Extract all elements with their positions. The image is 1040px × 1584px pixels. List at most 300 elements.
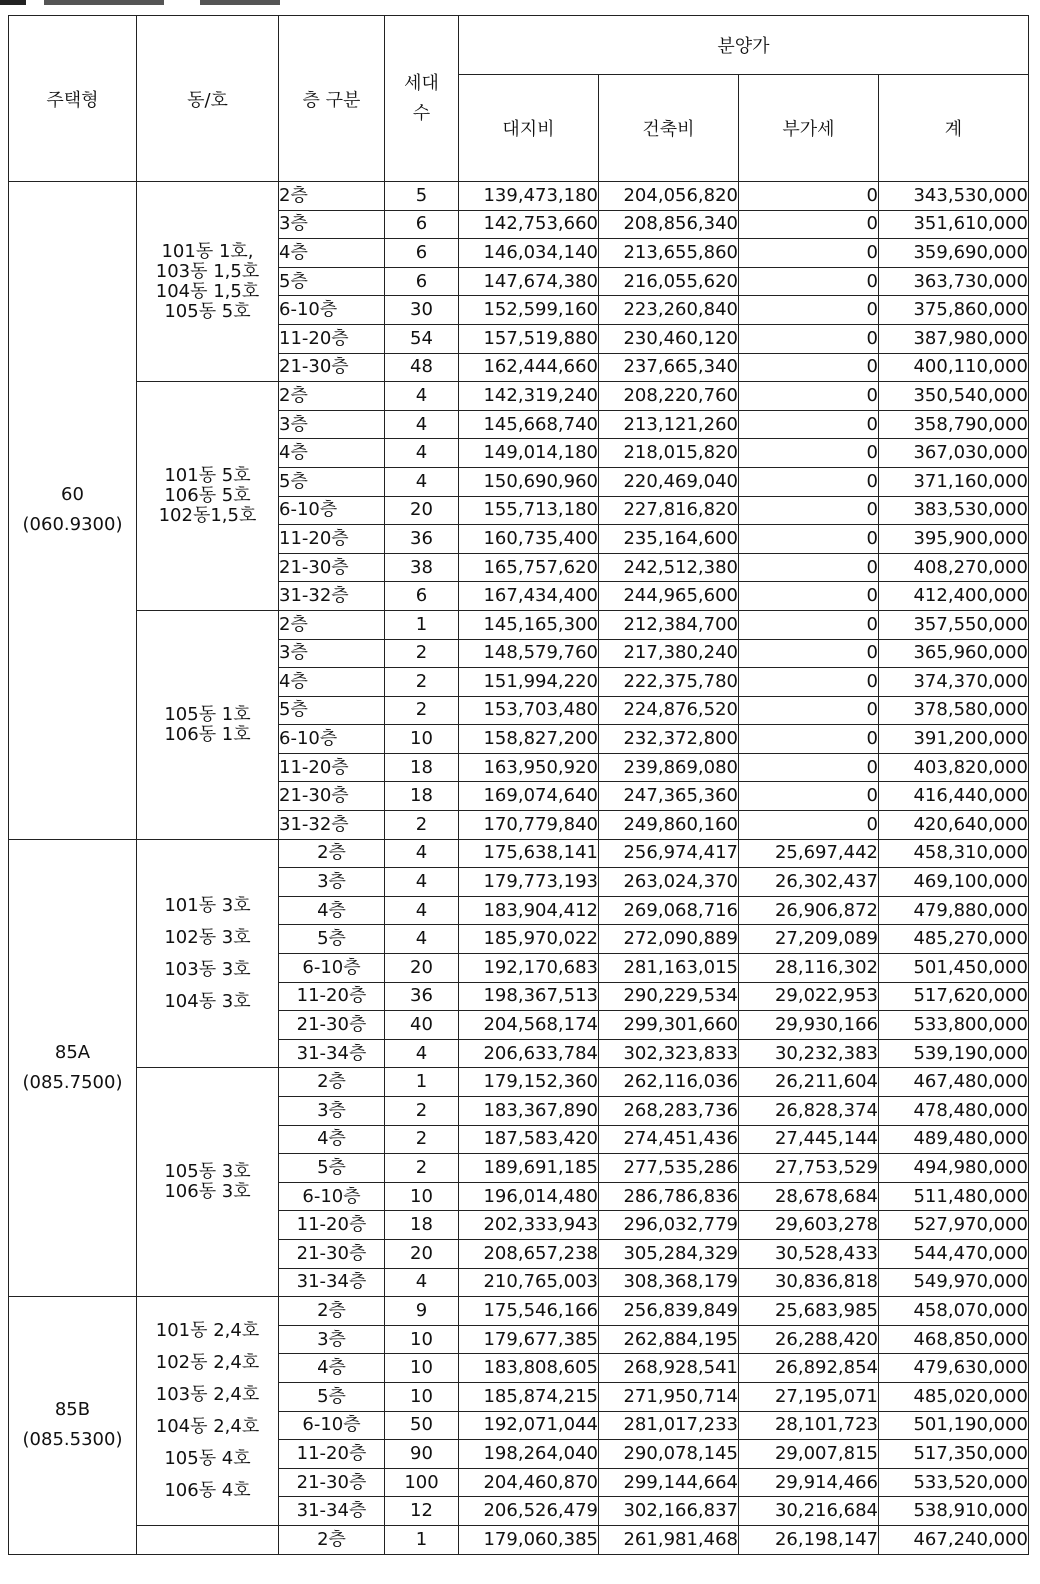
land-cost-cell: 146,034,140: [459, 239, 599, 268]
total-price-cell: 391,200,000: [879, 725, 1029, 754]
vat-cell: 0: [739, 267, 879, 296]
land-cost-cell: 145,165,300: [459, 610, 599, 639]
vat-cell: 26,828,374: [739, 1097, 879, 1126]
floor-cell: 21-30층: [279, 1239, 385, 1268]
floor-cell: 4층: [279, 1125, 385, 1154]
vat-cell: 29,914,466: [739, 1468, 879, 1497]
units-cell: 1: [385, 610, 459, 639]
floor-cell: 21-30층: [279, 1468, 385, 1497]
floor-cell: 11-20층: [279, 525, 385, 554]
construction-cost-cell: 237,665,340: [599, 353, 739, 382]
floor-cell: 2층: [279, 1297, 385, 1326]
floor-cell: 2층: [279, 1068, 385, 1097]
units-cell: 10: [385, 725, 459, 754]
construction-cost-cell: 230,460,120: [599, 324, 739, 353]
total-price-cell: 357,550,000: [879, 610, 1029, 639]
land-cost-cell: 183,808,605: [459, 1354, 599, 1383]
vat-cell: 30,216,684: [739, 1497, 879, 1526]
units-cell: 2: [385, 1097, 459, 1126]
total-price-cell: 458,310,000: [879, 839, 1029, 868]
construction-cost-cell: 281,017,233: [599, 1411, 739, 1440]
header-units: [385, 16, 459, 182]
total-price-cell: 371,160,000: [879, 467, 1029, 496]
construction-cost-cell: 244,965,600: [599, 582, 739, 611]
header-units-line2: 수: [412, 102, 431, 124]
units-cell: 40: [385, 1011, 459, 1040]
units-cell: 2: [385, 1125, 459, 1154]
vat-cell: 0: [739, 525, 879, 554]
total-price-cell: 538,910,000: [879, 1497, 1029, 1526]
land-cost-cell: 169,074,640: [459, 782, 599, 811]
floor-cell: 31-32층: [279, 811, 385, 840]
vat-cell: 28,678,684: [739, 1182, 879, 1211]
total-price-cell: 395,900,000: [879, 525, 1029, 554]
units-cell: 2: [385, 668, 459, 697]
vat-cell: 29,022,953: [739, 982, 879, 1011]
vat-cell: 30,836,818: [739, 1268, 879, 1297]
units-cell: 4: [385, 1268, 459, 1297]
header-vat: 부가세: [739, 75, 879, 182]
total-price-cell: 359,690,000: [879, 239, 1029, 268]
units-cell: 4: [385, 382, 459, 411]
floor-cell: 5층: [279, 1154, 385, 1183]
land-cost-cell: 170,779,840: [459, 811, 599, 840]
dong-ho-line: 101동 5호: [164, 465, 251, 487]
construction-cost-cell: 269,068,716: [599, 896, 739, 925]
dong-ho-line: 106동 4호: [164, 1480, 251, 1502]
construction-cost-cell: 208,220,760: [599, 382, 739, 411]
total-price-cell: 501,450,000: [879, 954, 1029, 983]
land-cost-cell: 206,526,479: [459, 1497, 599, 1526]
land-cost-cell: 198,264,040: [459, 1440, 599, 1469]
header-housing-type: 주택형: [9, 16, 137, 182]
land-cost-cell: 149,014,180: [459, 439, 599, 468]
land-cost-cell: 167,434,400: [459, 582, 599, 611]
land-cost-cell: 206,633,784: [459, 1039, 599, 1068]
vat-cell: 26,288,420: [739, 1325, 879, 1354]
units-cell: 18: [385, 753, 459, 782]
units-cell: 90: [385, 1440, 459, 1469]
price-table-body: [9, 182, 1029, 1555]
dong-ho-line: 103동 1,5호: [155, 260, 260, 282]
floor-cell: 3층: [279, 868, 385, 897]
total-price-cell: 485,270,000: [879, 925, 1029, 954]
dong-ho-cell: [137, 1068, 279, 1297]
vat-cell: 0: [739, 582, 879, 611]
table-row: [9, 182, 1029, 211]
land-cost-cell: 185,970,022: [459, 925, 599, 954]
land-cost-cell: 151,994,220: [459, 668, 599, 697]
land-cost-cell: 189,691,185: [459, 1154, 599, 1183]
total-price-cell: 467,240,000: [879, 1525, 1029, 1554]
construction-cost-cell: 222,375,780: [599, 668, 739, 697]
construction-cost-cell: 271,950,714: [599, 1382, 739, 1411]
floor-cell: 11-20층: [279, 1211, 385, 1240]
construction-cost-cell: 302,323,833: [599, 1039, 739, 1068]
floor-cell: 6-10층: [279, 296, 385, 325]
vat-cell: 30,528,433: [739, 1239, 879, 1268]
housing-type-code: (060.9300): [22, 514, 123, 536]
dong-ho-line: 105동 3호: [164, 1161, 251, 1183]
header-sale-price: 분양가: [459, 16, 1029, 75]
units-cell: 50: [385, 1411, 459, 1440]
dong-ho-cell: [137, 610, 279, 839]
units-cell: 36: [385, 982, 459, 1011]
land-cost-cell: 162,444,660: [459, 353, 599, 382]
floor-cell: 3층: [279, 210, 385, 239]
units-cell: 10: [385, 1182, 459, 1211]
floor-cell: 11-20층: [279, 753, 385, 782]
dong-ho-line: 102동 2,4호: [155, 1352, 260, 1374]
floor-cell: 4층: [279, 668, 385, 697]
vat-cell: 0: [739, 753, 879, 782]
total-price-cell: 350,540,000: [879, 382, 1029, 411]
vat-cell: 0: [739, 296, 879, 325]
land-cost-cell: 204,460,870: [459, 1468, 599, 1497]
dong-ho-cell: [137, 1297, 279, 1526]
total-price-cell: 468,850,000: [879, 1325, 1029, 1354]
construction-cost-cell: 263,024,370: [599, 868, 739, 897]
vat-cell: 27,195,071: [739, 1382, 879, 1411]
floor-cell: 5층: [279, 696, 385, 725]
header-total: 계: [879, 75, 1029, 182]
construction-cost-cell: 242,512,380: [599, 553, 739, 582]
dong-ho-line: 103동 3호: [164, 958, 251, 980]
units-cell: 6: [385, 210, 459, 239]
total-price-cell: 544,470,000: [879, 1239, 1029, 1268]
construction-cost-cell: 217,380,240: [599, 639, 739, 668]
total-price-cell: 517,350,000: [879, 1440, 1029, 1469]
floor-cell: 3층: [279, 1325, 385, 1354]
construction-cost-cell: 247,365,360: [599, 782, 739, 811]
total-price-cell: 365,960,000: [879, 639, 1029, 668]
cropped-caption-fragment: [0, 0, 300, 8]
vat-cell: 26,211,604: [739, 1068, 879, 1097]
land-cost-cell: 183,367,890: [459, 1097, 599, 1126]
total-price-cell: 501,190,000: [879, 1411, 1029, 1440]
land-cost-cell: 152,599,160: [459, 296, 599, 325]
floor-cell: 11-20층: [279, 324, 385, 353]
total-price-cell: 343,530,000: [879, 182, 1029, 211]
total-price-cell: 458,070,000: [879, 1297, 1029, 1326]
units-cell: 4: [385, 868, 459, 897]
units-cell: 10: [385, 1354, 459, 1383]
vat-cell: 0: [739, 696, 879, 725]
dong-ho-line: 105동 5호: [164, 300, 251, 322]
land-cost-cell: 192,071,044: [459, 1411, 599, 1440]
floor-cell: 4층: [279, 896, 385, 925]
housing-type-code: (085.7500): [22, 1071, 123, 1093]
total-price-cell: 374,370,000: [879, 668, 1029, 697]
floor-cell: 5층: [279, 925, 385, 954]
table-row: [9, 382, 1029, 411]
vat-cell: 0: [739, 324, 879, 353]
vat-cell: 0: [739, 811, 879, 840]
total-price-cell: 533,800,000: [879, 1011, 1029, 1040]
construction-cost-cell: 249,860,160: [599, 811, 739, 840]
sale-price-table: [8, 15, 1029, 1555]
vat-cell: 27,209,089: [739, 925, 879, 954]
housing-type-name: 85B: [54, 1399, 91, 1421]
dong-ho-line: 104동 2,4호: [155, 1416, 260, 1438]
vat-cell: 29,930,166: [739, 1011, 879, 1040]
floor-cell: 11-20층: [279, 1440, 385, 1469]
land-cost-cell: 142,319,240: [459, 382, 599, 411]
vat-cell: 26,906,872: [739, 896, 879, 925]
units-cell: 1: [385, 1525, 459, 1554]
units-cell: 1: [385, 1068, 459, 1097]
units-cell: 4: [385, 467, 459, 496]
header-construction-cost: 건축비: [599, 75, 739, 182]
vat-cell: 0: [739, 410, 879, 439]
construction-cost-cell: 268,928,541: [599, 1354, 739, 1383]
units-cell: 100: [385, 1468, 459, 1497]
land-cost-cell: 158,827,200: [459, 725, 599, 754]
construction-cost-cell: 212,384,700: [599, 610, 739, 639]
units-cell: 4: [385, 896, 459, 925]
units-cell: 2: [385, 696, 459, 725]
units-cell: 6: [385, 239, 459, 268]
units-cell: 38: [385, 553, 459, 582]
floor-cell: 21-30층: [279, 553, 385, 582]
dong-ho-cell: [137, 182, 279, 382]
total-price-cell: 363,730,000: [879, 267, 1029, 296]
land-cost-cell: 185,874,215: [459, 1382, 599, 1411]
land-cost-cell: 139,473,180: [459, 182, 599, 211]
vat-cell: 29,603,278: [739, 1211, 879, 1240]
total-price-cell: 400,110,000: [879, 353, 1029, 382]
units-cell: 18: [385, 1211, 459, 1240]
units-cell: 20: [385, 1239, 459, 1268]
housing-type-cell: [9, 839, 137, 1297]
construction-cost-cell: 274,451,436: [599, 1125, 739, 1154]
construction-cost-cell: 308,368,179: [599, 1268, 739, 1297]
total-price-cell: 517,620,000: [879, 982, 1029, 1011]
total-price-cell: 403,820,000: [879, 753, 1029, 782]
vat-cell: 0: [739, 496, 879, 525]
total-price-cell: 387,980,000: [879, 324, 1029, 353]
total-price-cell: 479,880,000: [879, 896, 1029, 925]
land-cost-cell: 153,703,480: [459, 696, 599, 725]
vat-cell: 26,302,437: [739, 868, 879, 897]
construction-cost-cell: 290,078,145: [599, 1440, 739, 1469]
floor-cell: 2층: [279, 382, 385, 411]
floor-cell: 21-30층: [279, 1011, 385, 1040]
housing-type-code: (085.5300): [22, 1429, 123, 1451]
units-cell: 36: [385, 525, 459, 554]
total-price-cell: 478,480,000: [879, 1097, 1029, 1126]
total-price-cell: 416,440,000: [879, 782, 1029, 811]
units-cell: 2: [385, 811, 459, 840]
total-price-cell: 408,270,000: [879, 553, 1029, 582]
total-price-cell: 375,860,000: [879, 296, 1029, 325]
land-cost-cell: 204,568,174: [459, 1011, 599, 1040]
units-cell: 30: [385, 296, 459, 325]
construction-cost-cell: 235,164,600: [599, 525, 739, 554]
construction-cost-cell: 290,229,534: [599, 982, 739, 1011]
dong-ho-cell: [137, 382, 279, 611]
land-cost-cell: 192,170,683: [459, 954, 599, 983]
construction-cost-cell: 227,816,820: [599, 496, 739, 525]
vat-cell: 28,116,302: [739, 954, 879, 983]
units-cell: 4: [385, 410, 459, 439]
dong-ho-line: 106동 3호: [164, 1181, 251, 1203]
vat-cell: 28,101,723: [739, 1411, 879, 1440]
dong-ho-line: 101동 3호: [164, 894, 251, 916]
total-price-cell: 549,970,000: [879, 1268, 1029, 1297]
land-cost-cell: 145,668,740: [459, 410, 599, 439]
floor-cell: 5층: [279, 267, 385, 296]
table-row: [9, 610, 1029, 639]
total-price-cell: 469,100,000: [879, 868, 1029, 897]
units-cell: 6: [385, 267, 459, 296]
vat-cell: 0: [739, 210, 879, 239]
dong-ho-line: 102동 3호: [164, 926, 251, 948]
units-cell: 6: [385, 582, 459, 611]
dong-ho-line: 104동 3호: [164, 990, 251, 1012]
floor-cell: 31-34층: [279, 1497, 385, 1526]
vat-cell: 0: [739, 553, 879, 582]
units-cell: 4: [385, 925, 459, 954]
total-price-cell: 485,020,000: [879, 1382, 1029, 1411]
floor-cell: 3층: [279, 1097, 385, 1126]
vat-cell: 25,697,442: [739, 839, 879, 868]
land-cost-cell: 148,579,760: [459, 639, 599, 668]
vat-cell: 0: [739, 782, 879, 811]
vat-cell: 0: [739, 182, 879, 211]
dong-ho-line: 103동 2,4호: [155, 1384, 260, 1406]
construction-cost-cell: 218,015,820: [599, 439, 739, 468]
land-cost-cell: 179,060,385: [459, 1525, 599, 1554]
vat-cell: 0: [739, 610, 879, 639]
units-cell: 2: [385, 639, 459, 668]
construction-cost-cell: 302,166,837: [599, 1497, 739, 1526]
floor-cell: 31-34층: [279, 1039, 385, 1068]
vat-cell: 0: [739, 382, 879, 411]
floor-cell: 6-10층: [279, 496, 385, 525]
construction-cost-cell: 286,786,836: [599, 1182, 739, 1211]
construction-cost-cell: 256,839,849: [599, 1297, 739, 1326]
construction-cost-cell: 216,055,620: [599, 267, 739, 296]
floor-cell: 4층: [279, 1354, 385, 1383]
units-cell: 4: [385, 1039, 459, 1068]
total-price-cell: 479,630,000: [879, 1354, 1029, 1383]
construction-cost-cell: 305,284,329: [599, 1239, 739, 1268]
floor-cell: 6-10층: [279, 725, 385, 754]
floor-cell: 31-34층: [279, 1268, 385, 1297]
vat-cell: 30,232,383: [739, 1039, 879, 1068]
construction-cost-cell: 223,260,840: [599, 296, 739, 325]
construction-cost-cell: 299,301,660: [599, 1011, 739, 1040]
vat-cell: 0: [739, 239, 879, 268]
floor-cell: 2층: [279, 610, 385, 639]
land-cost-cell: 198,367,513: [459, 982, 599, 1011]
units-cell: 4: [385, 439, 459, 468]
floor-cell: 2층: [279, 182, 385, 211]
floor-cell: 21-30층: [279, 782, 385, 811]
total-price-cell: 420,640,000: [879, 811, 1029, 840]
construction-cost-cell: 296,032,779: [599, 1211, 739, 1240]
total-price-cell: 533,520,000: [879, 1468, 1029, 1497]
dong-ho-line: 101동 1호,: [161, 240, 254, 262]
land-cost-cell: 202,333,943: [459, 1211, 599, 1240]
construction-cost-cell: 299,144,664: [599, 1468, 739, 1497]
units-cell: 20: [385, 496, 459, 525]
dong-ho-cell: [137, 839, 279, 1068]
housing-type-name: 85A: [54, 1041, 91, 1063]
table-row: [9, 1068, 1029, 1097]
total-price-cell: 511,480,000: [879, 1182, 1029, 1211]
vat-cell: 27,445,144: [739, 1125, 879, 1154]
land-cost-cell: 196,014,480: [459, 1182, 599, 1211]
floor-cell: 11-20층: [279, 982, 385, 1011]
construction-cost-cell: 232,372,800: [599, 725, 739, 754]
total-price-cell: 412,400,000: [879, 582, 1029, 611]
construction-cost-cell: 268,283,736: [599, 1097, 739, 1126]
land-cost-cell: 163,950,920: [459, 753, 599, 782]
units-cell: 2: [385, 1154, 459, 1183]
land-cost-cell: 187,583,420: [459, 1125, 599, 1154]
vat-cell: 0: [739, 725, 879, 754]
construction-cost-cell: 277,535,286: [599, 1154, 739, 1183]
floor-cell: 2층: [279, 839, 385, 868]
floor-cell: 4층: [279, 439, 385, 468]
total-price-cell: 527,970,000: [879, 1211, 1029, 1240]
floor-cell: 21-30층: [279, 353, 385, 382]
dong-ho-line: 105동 4호: [164, 1448, 251, 1470]
vat-cell: 26,198,147: [739, 1525, 879, 1554]
units-cell: 48: [385, 353, 459, 382]
construction-cost-cell: 281,163,015: [599, 954, 739, 983]
total-price-cell: 358,790,000: [879, 410, 1029, 439]
land-cost-cell: 183,904,412: [459, 896, 599, 925]
units-cell: 54: [385, 324, 459, 353]
construction-cost-cell: 272,090,889: [599, 925, 739, 954]
units-cell: 12: [385, 1497, 459, 1526]
land-cost-cell: 157,519,880: [459, 324, 599, 353]
housing-type-name: 60: [61, 484, 84, 506]
floor-cell: 3층: [279, 639, 385, 668]
floor-cell: 31-32층: [279, 582, 385, 611]
land-cost-cell: 175,546,166: [459, 1297, 599, 1326]
construction-cost-cell: 224,876,520: [599, 696, 739, 725]
floor-cell: 2층: [279, 1525, 385, 1554]
housing-type-cell: [9, 1297, 137, 1554]
land-cost-cell: 208,657,238: [459, 1239, 599, 1268]
vat-cell: 26,892,854: [739, 1354, 879, 1383]
vat-cell: 27,753,529: [739, 1154, 879, 1183]
vat-cell: 25,683,985: [739, 1297, 879, 1326]
land-cost-cell: 150,690,960: [459, 467, 599, 496]
construction-cost-cell: 262,884,195: [599, 1325, 739, 1354]
floor-cell: 6-10층: [279, 954, 385, 983]
units-cell: 4: [385, 839, 459, 868]
dong-ho-line: 106동 1호: [164, 723, 251, 745]
vat-cell: 0: [739, 639, 879, 668]
total-price-cell: 351,610,000: [879, 210, 1029, 239]
construction-cost-cell: 239,869,080: [599, 753, 739, 782]
construction-cost-cell: 204,056,820: [599, 182, 739, 211]
total-price-cell: 383,530,000: [879, 496, 1029, 525]
land-cost-cell: 175,638,141: [459, 839, 599, 868]
land-cost-cell: 155,713,180: [459, 496, 599, 525]
land-cost-cell: 210,765,003: [459, 1268, 599, 1297]
header-units-line1: 세대: [404, 72, 439, 94]
land-cost-cell: 142,753,660: [459, 210, 599, 239]
header-land-cost: 대지비: [459, 75, 599, 182]
total-price-cell: 494,980,000: [879, 1154, 1029, 1183]
units-cell: 5: [385, 182, 459, 211]
